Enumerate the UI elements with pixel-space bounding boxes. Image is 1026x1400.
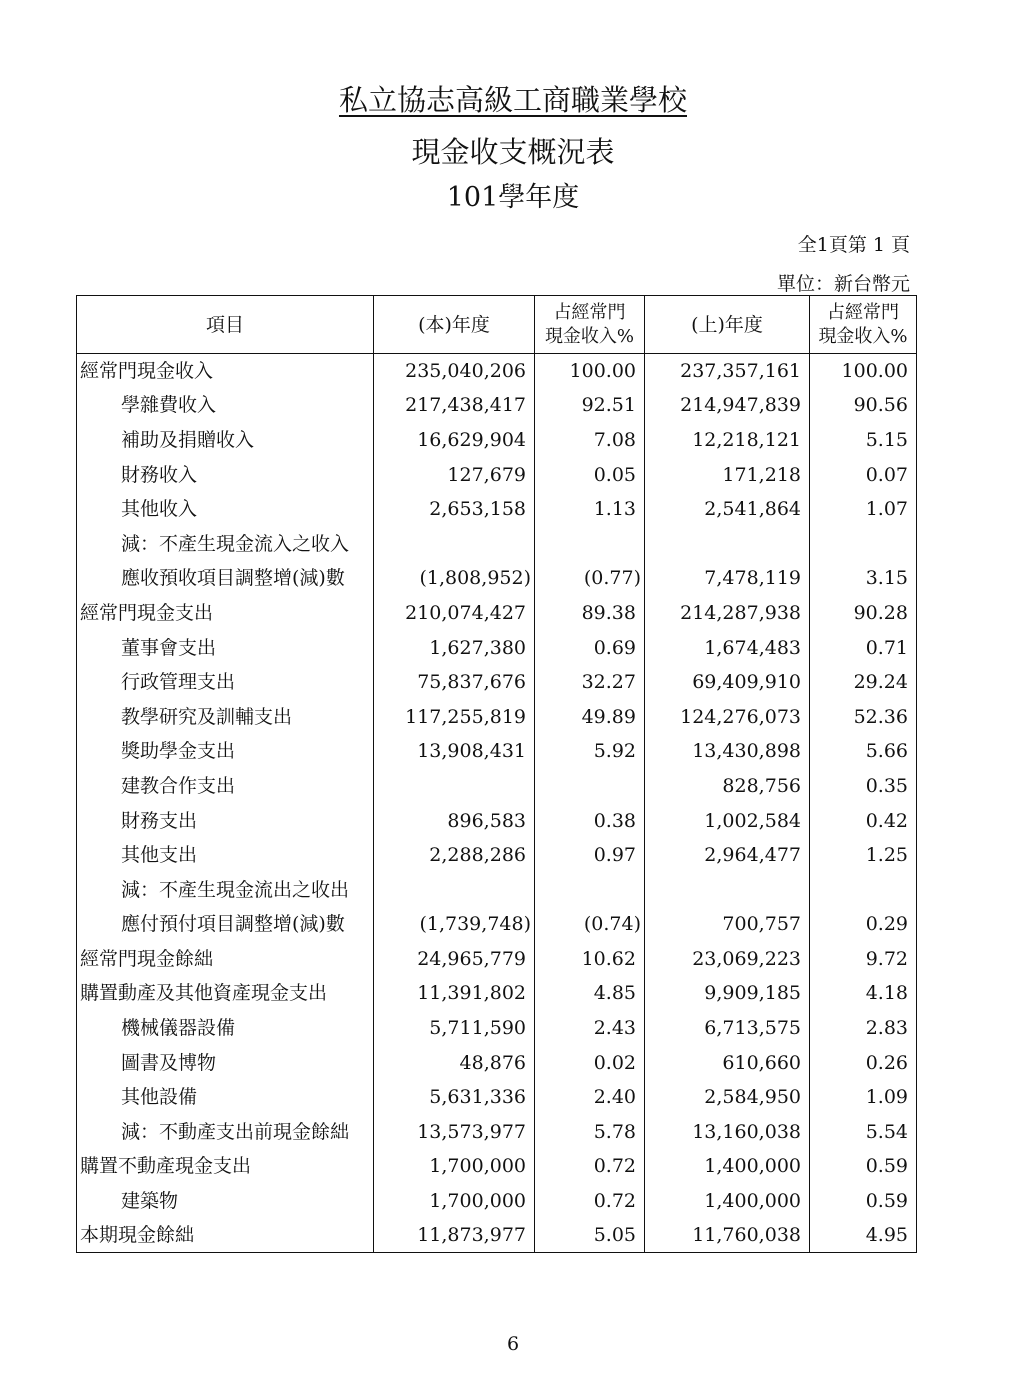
cell-previous-pct: 4.18 [810,976,917,1011]
cell-previous-year: 11,760,038 [645,1218,810,1253]
cell-item: 經常門現金收入 [77,354,374,389]
cell-current-pct: 100.00 [535,354,645,389]
col-header-current-pct [535,296,645,354]
cell-current-pct: 0.05 [535,457,645,492]
cell-previous-year: 13,160,038 [645,1115,810,1150]
cell-previous-pct: 1.25 [810,838,917,873]
cell-item: 財務收入 [77,457,374,492]
page-number: 6 [506,1333,520,1355]
table-row [77,942,917,977]
cell-previous-pct: 2.83 [810,1011,917,1046]
cell-previous-year: 124,276,073 [645,699,810,734]
table-row [77,1115,917,1150]
cell-item: 減：不產生現金流入之收入 [77,526,374,561]
cell-current-year: 2,653,158 [374,492,535,527]
cell-current-pct: 5.05 [535,1218,645,1253]
cell-current-pct: 0.38 [535,803,645,838]
cell-item: 本期現金餘絀 [77,1218,374,1253]
cell-previous-year: 2,964,477 [645,838,810,873]
table-row [77,457,917,492]
cell-current-year: 13,908,431 [374,734,535,769]
cell-current-pct: 7.08 [535,423,645,458]
cell-item: 建築物 [77,1184,374,1219]
cell-current-year [374,769,535,804]
cell-previous-year: 7,478,119 [645,561,810,596]
cell-current-pct: (0.77) [535,561,645,596]
cell-current-year: 11,391,802 [374,976,535,1011]
cell-previous-year: 214,287,938 [645,596,810,631]
col-header-previous-pct [810,296,917,354]
table-header [77,296,917,354]
cell-previous-year: 1,400,000 [645,1184,810,1219]
cell-current-pct: 32.27 [535,665,645,700]
cell-item: 教學研究及訓輔支出 [77,699,374,734]
cell-previous-pct: 52.36 [810,699,917,734]
cell-previous-year: 1,674,483 [645,630,810,665]
cell-current-year: 210,074,427 [374,596,535,631]
header-line: 現金收入% [544,325,635,347]
cell-previous-pct: 0.59 [810,1184,917,1219]
table-row [77,1011,917,1046]
cell-previous-year: 1,400,000 [645,1149,810,1184]
cell-current-year: 24,965,779 [374,942,535,977]
table-row [77,976,917,1011]
table-row [77,1045,917,1080]
cell-previous-year: 6,713,575 [645,1011,810,1046]
cell-previous-year: 1,002,584 [645,803,810,838]
table-row [77,907,917,942]
cell-current-year: 1,700,000 [374,1149,535,1184]
cell-current-pct [535,526,645,561]
cell-current-pct: 0.69 [535,630,645,665]
cell-previous-year: 237,357,161 [645,354,810,389]
cell-previous-year: 214,947,839 [645,388,810,423]
cell-item: 財務支出 [77,803,374,838]
table-row [77,423,917,458]
cell-item: 減：不動產支出前現金餘絀 [77,1115,374,1150]
cell-item: 其他設備 [77,1080,374,1115]
table-row [77,561,917,596]
cell-item: 其他支出 [77,838,374,873]
cell-previous-pct: 0.29 [810,907,917,942]
cell-current-year [374,526,535,561]
cell-item: 圖書及博物 [77,1045,374,1080]
cell-previous-pct: 5.15 [810,423,917,458]
cell-current-year: 2,288,286 [374,838,535,873]
cell-previous-pct: 29.24 [810,665,917,700]
table-row [77,699,917,734]
cell-item: 減：不產生現金流出之收出 [77,872,374,907]
cell-previous-pct: 1.09 [810,1080,917,1115]
cell-item: 經常門現金餘絀 [77,942,374,977]
col-header-item: 項目 [77,296,374,354]
cell-current-year: 117,255,819 [374,699,535,734]
cell-previous-pct: 0.26 [810,1045,917,1080]
cash-flow-table [76,295,917,1253]
cell-previous-year: 700,757 [645,907,810,942]
cell-current-pct: 2.40 [535,1080,645,1115]
cell-current-year: 11,873,977 [374,1218,535,1253]
cell-current-year: 5,631,336 [374,1080,535,1115]
cell-previous-pct: 4.95 [810,1218,917,1253]
cell-current-year: (1,739,748) [374,907,535,942]
cell-current-pct: 89.38 [535,596,645,631]
cell-previous-year: 69,409,910 [645,665,810,700]
cell-current-pct [535,872,645,907]
cell-current-pct: 0.72 [535,1184,645,1219]
cell-current-pct: 0.02 [535,1045,645,1080]
table-row [77,526,917,561]
cell-previous-pct: 0.07 [810,457,917,492]
cell-current-year [374,872,535,907]
cell-current-pct [535,769,645,804]
table-row [77,354,917,389]
table-row [77,1184,917,1219]
cell-current-pct: 49.89 [535,699,645,734]
cell-previous-pct: 100.00 [810,354,917,389]
cell-item: 應付預付項目調整增(減)數 [77,907,374,942]
cell-previous-pct: 0.35 [810,769,917,804]
col-header-current-year: (本)年度 [374,296,535,354]
cell-item: 其他收入 [77,492,374,527]
page-info: 全1頁第 1 頁 [797,234,910,256]
cell-previous-pct: 0.42 [810,803,917,838]
cell-previous-year: 610,660 [645,1045,810,1080]
cell-previous-pct: 90.56 [810,388,917,423]
cell-previous-year: 23,069,223 [645,942,810,977]
header-line: 占經常門 [827,301,899,323]
table-row [77,1149,917,1184]
cell-previous-year: 828,756 [645,769,810,804]
cell-previous-year: 12,218,121 [645,423,810,458]
cell-item: 獎助學金支出 [77,734,374,769]
cell-item: 建教合作支出 [77,769,374,804]
cell-current-pct: 5.78 [535,1115,645,1150]
cell-current-year: 13,573,977 [374,1115,535,1150]
cell-item: 學雜費收入 [77,388,374,423]
cell-current-pct: 92.51 [535,388,645,423]
cell-current-year: 127,679 [374,457,535,492]
table-row [77,596,917,631]
report-year: 101學年度 [446,182,580,213]
table-row [77,388,917,423]
cell-current-year: 48,876 [374,1045,535,1080]
cell-previous-pct: 9.72 [810,942,917,977]
cell-current-year: 217,438,417 [374,388,535,423]
cell-previous-year: 13,430,898 [645,734,810,769]
cell-previous-year: 2,584,950 [645,1080,810,1115]
cell-previous-pct: 0.71 [810,630,917,665]
cell-current-year: 235,040,206 [374,354,535,389]
cell-item: 機械儀器設備 [77,1011,374,1046]
table-row [77,630,917,665]
cell-item: 購置不動產現金支出 [77,1149,374,1184]
cell-current-year: 1,700,000 [374,1184,535,1219]
cell-item: 行政管理支出 [77,665,374,700]
cell-previous-pct: 1.07 [810,492,917,527]
cell-current-pct: 1.13 [535,492,645,527]
cell-current-pct: 4.85 [535,976,645,1011]
table-row [77,665,917,700]
cell-previous-pct: 5.66 [810,734,917,769]
header-line: 占經常門 [553,301,626,323]
table-row [77,1218,917,1253]
cell-item: 購置動產及其他資產現金支出 [77,976,374,1011]
cell-item: 董事會支出 [77,630,374,665]
cell-current-year: 1,627,380 [374,630,535,665]
cell-previous-year [645,872,810,907]
cell-previous-year [645,526,810,561]
cell-current-pct: 10.62 [535,942,645,977]
header-row [77,296,917,354]
table-row [77,872,917,907]
school-name-text: 私立協志高級工商職業學校 [338,83,687,117]
school-name [0,82,1026,118]
cell-previous-pct: 3.15 [810,561,917,596]
cell-previous-pct: 90.28 [810,596,917,631]
cell-current-pct: 2.43 [535,1011,645,1046]
report-title: 現金收支概況表 [411,135,615,169]
cell-previous-pct: 5.54 [810,1115,917,1150]
table-row [77,492,917,527]
cell-previous-year: 171,218 [645,457,810,492]
table-row [77,734,917,769]
cell-previous-pct [810,526,917,561]
table-row [77,838,917,873]
cell-current-year: (1,808,952) [374,561,535,596]
cell-current-year: 5,711,590 [374,1011,535,1046]
cell-current-year: 75,837,676 [374,665,535,700]
cell-current-year: 896,583 [374,803,535,838]
table-row [77,803,917,838]
table-row [77,1080,917,1115]
cell-previous-year: 9,909,185 [645,976,810,1011]
col-header-previous-year: (上)年度 [645,296,810,354]
cell-item: 經常門現金支出 [77,596,374,631]
cell-current-pct: 0.97 [535,838,645,873]
cell-item: 補助及捐贈收入 [77,423,374,458]
cell-current-pct: (0.74) [535,907,645,942]
currency-unit: 單位：新台幣元 [776,273,910,295]
cell-current-pct: 5.92 [535,734,645,769]
cell-previous-year: 2,541,864 [645,492,810,527]
header-line: 現金收入% [818,325,908,347]
cell-current-pct: 0.72 [535,1149,645,1184]
table-body [77,354,917,1253]
cell-item: 應收預收項目調整增(減)數 [77,561,374,596]
cell-previous-pct [810,872,917,907]
cell-current-year: 16,629,904 [374,423,535,458]
table-row [77,769,917,804]
cell-previous-pct: 0.59 [810,1149,917,1184]
